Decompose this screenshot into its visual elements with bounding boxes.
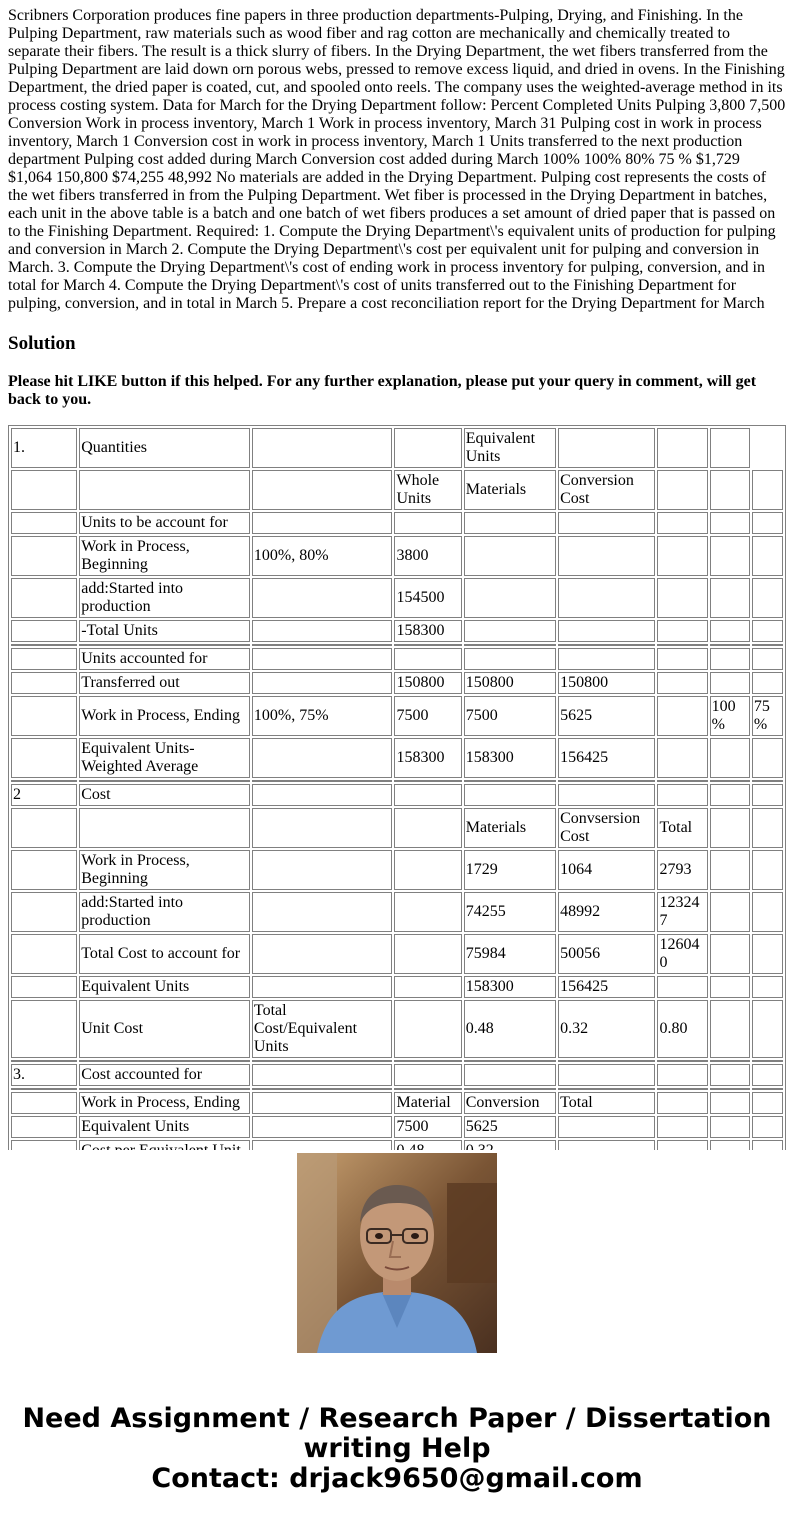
table-cell bbox=[11, 648, 77, 670]
table-cell bbox=[710, 1092, 750, 1114]
like-note: Please hit LIKE button if this helped. For any further explanation, please put your query in comment, will get back to you. bbox=[8, 373, 757, 408]
table-cell bbox=[657, 536, 707, 576]
table-row bbox=[11, 512, 783, 534]
table-cell bbox=[252, 976, 393, 998]
table-row bbox=[11, 892, 783, 932]
table-cell: Equivalent Units bbox=[464, 428, 556, 468]
table-cell bbox=[394, 512, 461, 534]
table-cell: 75984 bbox=[464, 934, 556, 974]
table-cell bbox=[752, 672, 783, 694]
table-cell: 5625 bbox=[558, 696, 655, 736]
author-photo-image bbox=[297, 1153, 497, 1353]
table-cell bbox=[11, 1092, 77, 1114]
table-cell bbox=[752, 1092, 783, 1114]
table-row bbox=[11, 1116, 783, 1138]
table-cell bbox=[710, 536, 750, 576]
table-cell bbox=[710, 512, 750, 534]
table-cell bbox=[657, 620, 707, 642]
table-cell bbox=[657, 784, 707, 806]
table-separator-cell bbox=[657, 1060, 707, 1062]
table-cell bbox=[252, 850, 393, 890]
table-cell: 150800 bbox=[394, 672, 461, 694]
table-cell bbox=[657, 648, 707, 670]
table-cell bbox=[464, 512, 556, 534]
table-cell: 156425 bbox=[558, 738, 655, 778]
table-cell bbox=[710, 934, 750, 974]
solution-heading: Solution bbox=[8, 333, 76, 354]
table-cell bbox=[11, 808, 77, 848]
table-separator-cell bbox=[79, 780, 250, 782]
table-cell bbox=[752, 578, 783, 618]
table-cell: 0.48 bbox=[464, 1000, 556, 1058]
table-cell: Unit Cost bbox=[79, 1000, 250, 1058]
table-cell bbox=[752, 850, 783, 890]
table-cell: 0.80 bbox=[657, 1000, 707, 1058]
table-cell: Conversion bbox=[464, 1092, 556, 1114]
table-row bbox=[11, 620, 783, 642]
table-cell bbox=[657, 738, 707, 778]
table-cell: -Total Units bbox=[79, 620, 250, 642]
table-cell: Conversion Cost bbox=[558, 470, 655, 510]
table-cell: 3. bbox=[11, 1064, 77, 1086]
table-cell: 7500 bbox=[394, 696, 461, 736]
table-cell: Materials bbox=[464, 470, 556, 510]
table-separator-cell bbox=[710, 1088, 750, 1090]
table-cell bbox=[394, 648, 461, 670]
table-separator-cell bbox=[11, 1088, 77, 1090]
table-separator-row bbox=[11, 1060, 783, 1062]
table-row bbox=[11, 696, 783, 736]
table-cell bbox=[710, 808, 750, 848]
table-cell bbox=[710, 892, 750, 932]
table-row bbox=[11, 672, 783, 694]
table-separator-cell bbox=[558, 644, 655, 646]
table-cell bbox=[11, 892, 77, 932]
table-cell: 2 bbox=[11, 784, 77, 806]
table-cell bbox=[394, 976, 461, 998]
table-cell bbox=[252, 1116, 393, 1138]
table-separator-cell bbox=[752, 780, 783, 782]
promo-text bbox=[0, 1404, 794, 1494]
table-cell bbox=[710, 672, 750, 694]
table-cell bbox=[11, 578, 77, 618]
table-cell bbox=[710, 850, 750, 890]
table-separator-cell bbox=[11, 1060, 77, 1062]
table-row bbox=[11, 1064, 783, 1086]
table-cell bbox=[11, 672, 77, 694]
table-cell: 1. bbox=[11, 428, 77, 468]
table-row bbox=[11, 1092, 783, 1114]
table-cell: add:Started into production bbox=[79, 578, 250, 618]
table-cell bbox=[464, 620, 556, 642]
table-cell bbox=[657, 470, 707, 510]
table-cell: 74255 bbox=[464, 892, 556, 932]
author-avatar bbox=[297, 1153, 497, 1353]
table-cell bbox=[710, 784, 750, 806]
table-row bbox=[11, 738, 783, 778]
table-cell bbox=[657, 1092, 707, 1114]
table-separator-cell bbox=[710, 780, 750, 782]
table-cell: 156425 bbox=[558, 976, 655, 998]
table-separator-cell bbox=[252, 780, 393, 782]
table-cell bbox=[558, 648, 655, 670]
table-cell bbox=[558, 536, 655, 576]
table-cell bbox=[752, 808, 783, 848]
table-cell bbox=[464, 578, 556, 618]
table-separator-cell bbox=[394, 1088, 461, 1090]
table-separator-cell bbox=[710, 644, 750, 646]
promo-line-1: Need Assignment / Research Paper / Dissertation bbox=[22, 1403, 772, 1434]
table-separator-cell bbox=[79, 1060, 250, 1062]
table-cell bbox=[752, 738, 783, 778]
table-cell: Units to be account for bbox=[79, 512, 250, 534]
table-cell: Equivalent Units-Weighted Average bbox=[79, 738, 250, 778]
table-cell: 150800 bbox=[558, 672, 655, 694]
table-separator-cell bbox=[11, 644, 77, 646]
table-cell: 154500 bbox=[394, 578, 461, 618]
table-cell bbox=[11, 470, 77, 510]
table-cell: Total Cost/Equivalent Units bbox=[252, 1000, 393, 1058]
table-cell: Work in Process, Beginning bbox=[79, 850, 250, 890]
table-cell bbox=[710, 1116, 750, 1138]
table-cell bbox=[752, 784, 783, 806]
table-cell bbox=[11, 536, 77, 576]
table-cell bbox=[657, 428, 707, 468]
table-cell bbox=[252, 620, 393, 642]
table-separator-cell bbox=[657, 780, 707, 782]
table-cell bbox=[394, 850, 461, 890]
table-cell: Work in Process, Beginning bbox=[79, 536, 250, 576]
table-cell bbox=[394, 428, 461, 468]
table-cell: 123247 bbox=[657, 892, 707, 932]
table-separator-cell bbox=[752, 1088, 783, 1090]
table-cell: Convsersion Cost bbox=[558, 808, 655, 848]
table-cell bbox=[558, 1116, 655, 1138]
table-cell: 50056 bbox=[558, 934, 655, 974]
table-cell: Units accounted for bbox=[79, 648, 250, 670]
table-cell bbox=[752, 620, 783, 642]
table-cell: Total bbox=[558, 1092, 655, 1114]
table-separator-cell bbox=[79, 644, 250, 646]
table-cell: 158300 bbox=[394, 738, 461, 778]
table-row bbox=[11, 976, 783, 998]
promo-line-2: writing Help bbox=[303, 1433, 491, 1464]
table-cell bbox=[710, 1064, 750, 1086]
table-cell bbox=[558, 578, 655, 618]
table-separator-cell bbox=[252, 644, 393, 646]
table-separator-cell bbox=[394, 1060, 461, 1062]
table-cell bbox=[11, 976, 77, 998]
table-cell bbox=[394, 784, 461, 806]
table-separator-cell bbox=[464, 780, 556, 782]
solution-table-container[interactable] bbox=[8, 425, 786, 1135]
table-cell bbox=[558, 784, 655, 806]
table-cell bbox=[464, 536, 556, 576]
table-cell: 158300 bbox=[394, 620, 461, 642]
table-cell bbox=[252, 784, 393, 806]
table-cell bbox=[558, 512, 655, 534]
table-cell bbox=[710, 738, 750, 778]
table-cell bbox=[11, 1000, 77, 1058]
table-cell bbox=[252, 1064, 393, 1086]
table-row bbox=[11, 934, 783, 974]
table-separator-cell bbox=[752, 644, 783, 646]
table-cell: Cost accounted for bbox=[79, 1064, 250, 1086]
table-cell bbox=[558, 1064, 655, 1086]
table-cell bbox=[252, 648, 393, 670]
table-cell: 100%, 80% bbox=[252, 536, 393, 576]
table-cell bbox=[394, 892, 461, 932]
table-cell bbox=[79, 470, 250, 510]
table-row bbox=[11, 808, 783, 848]
table-row bbox=[11, 536, 783, 576]
table-separator-cell bbox=[464, 1060, 556, 1062]
table-cell bbox=[394, 1064, 461, 1086]
table-cell: Equivalent Units bbox=[79, 1116, 250, 1138]
table-cell bbox=[752, 892, 783, 932]
table-cell bbox=[79, 808, 250, 848]
table-cell bbox=[752, 648, 783, 670]
table-cell bbox=[752, 428, 783, 468]
table-cell bbox=[657, 512, 707, 534]
table-cell: 7500 bbox=[394, 1116, 461, 1138]
table-cell bbox=[752, 512, 783, 534]
table-cell bbox=[657, 976, 707, 998]
table-separator-row bbox=[11, 644, 783, 646]
table-separator-cell bbox=[394, 644, 461, 646]
table-separator-cell bbox=[252, 1060, 393, 1062]
table-cell: 100% bbox=[710, 696, 750, 736]
table-cell bbox=[11, 738, 77, 778]
table-separator-cell bbox=[657, 1088, 707, 1090]
table-cell bbox=[252, 512, 393, 534]
table-cell bbox=[252, 892, 393, 932]
table-row bbox=[11, 470, 783, 510]
table-cell bbox=[752, 934, 783, 974]
table-separator-cell bbox=[710, 1060, 750, 1062]
table-cell bbox=[657, 578, 707, 618]
table-separator-cell bbox=[464, 644, 556, 646]
table-separator-cell bbox=[558, 1060, 655, 1062]
table-cell bbox=[252, 470, 393, 510]
table-cell bbox=[710, 1000, 750, 1058]
table-cell bbox=[394, 808, 461, 848]
table-cell bbox=[252, 1092, 393, 1114]
table-separator-cell bbox=[558, 780, 655, 782]
table-cell: 0.32 bbox=[558, 1000, 655, 1058]
table-separator-row bbox=[11, 1088, 783, 1090]
table-cell bbox=[710, 578, 750, 618]
table-cell bbox=[558, 620, 655, 642]
table-cell: 158300 bbox=[464, 738, 556, 778]
table-cell: Total Cost to account for bbox=[79, 934, 250, 974]
table-cell bbox=[394, 934, 461, 974]
table-separator-cell bbox=[252, 1088, 393, 1090]
table-cell bbox=[752, 1116, 783, 1138]
table-cell: Cost bbox=[79, 784, 250, 806]
table-cell: Quantities bbox=[79, 428, 250, 468]
table-cell: Transferred out bbox=[79, 672, 250, 694]
table-cell: 1064 bbox=[558, 850, 655, 890]
table-cell: 150800 bbox=[464, 672, 556, 694]
table-row bbox=[11, 428, 783, 468]
table-cell: 3800 bbox=[394, 536, 461, 576]
solution-table bbox=[8, 425, 786, 1207]
table-cell: 2793 bbox=[657, 850, 707, 890]
table-cell bbox=[11, 934, 77, 974]
table-cell bbox=[464, 648, 556, 670]
table-cell: 48992 bbox=[558, 892, 655, 932]
table-cell bbox=[464, 784, 556, 806]
table-cell: Material bbox=[394, 1092, 461, 1114]
table-cell: add:Started into production bbox=[79, 892, 250, 932]
table-cell: Materials bbox=[464, 808, 556, 848]
table-separator-cell bbox=[394, 780, 461, 782]
table-cell bbox=[752, 1064, 783, 1086]
table-cell bbox=[657, 672, 707, 694]
table-cell bbox=[752, 470, 783, 510]
table-cell bbox=[464, 1064, 556, 1086]
table-cell: Equivalent Units bbox=[79, 976, 250, 998]
table-cell bbox=[252, 672, 393, 694]
table-cell: Whole Units bbox=[394, 470, 461, 510]
table-cell bbox=[657, 1116, 707, 1138]
table-cell bbox=[752, 536, 783, 576]
table-separator-cell bbox=[11, 780, 77, 782]
promo-footer bbox=[0, 1150, 794, 1523]
table-cell bbox=[710, 428, 750, 468]
table-row bbox=[11, 784, 783, 806]
table-cell bbox=[710, 648, 750, 670]
table-separator-cell bbox=[657, 644, 707, 646]
table-cell bbox=[11, 1116, 77, 1138]
table-cell bbox=[252, 578, 393, 618]
table-cell: 100%, 75% bbox=[252, 696, 393, 736]
table-cell bbox=[558, 428, 655, 468]
table-cell: 5625 bbox=[464, 1116, 556, 1138]
table-cell bbox=[11, 696, 77, 736]
table-row bbox=[11, 648, 783, 670]
table-cell bbox=[11, 512, 77, 534]
table-separator-cell bbox=[464, 1088, 556, 1090]
table-cell bbox=[394, 1000, 461, 1058]
table-cell bbox=[252, 934, 393, 974]
table-cell bbox=[752, 976, 783, 998]
table-cell bbox=[710, 470, 750, 510]
solution-table-body bbox=[11, 428, 783, 1204]
table-cell: Work in Process, Ending bbox=[79, 1092, 250, 1114]
question-text: Scribners Corporation produces fine papers in three production departments-Pulping, Drying, and Finishing. In the Pulping Department, raw materials such as wood fiber and rag cotton are mechanically and chemically treated to separate their fibers. The result is a thick slurry of fibers. In the Drying Department, the wet fibers transferred from the Pulping Department are laid down orn porous webs, pressed to remove excess liquid, and dried in ovens. In the Finishing Department, the dried paper is coated, cut, and spooled onto reels. The company uses the weighted-average method in its process costing system. Data for March for the Drying Department follow: Percent Completed Units Pulping 3,800 7,500 Conversion Work in process inventory, March 1 Work in process inventory, March 31 Pulping cost in work in process inventory, March 1 Conversion cost in work in process inventory, March 1 Units transferred to the next production department Pulping cost added during March Conversion cost added during March 100% 100% 80% 75 % $1,729 $1,064 150,800 $74,255 48,992 No materials are added in the Drying Department. Pulping cost represents the costs of the wet fibers transferred in from the Pulping Department. Wet fiber is processed in the Drying Department in batches, each unit in the above table is a batch and one batch of wet fibers produces a set amount of dried paper that is passed on to the Finishing Department. Required: 1. Compute the Drying Department\'s equivalent units of production for pulping and conversion in March 2. Compute the Drying Department\'s cost per equivalent unit for pulping and conversion in March. 3. Compute the Drying Department\'s cost of ending work in process inventory for pulping, conversion, and in total for March 4. Compute the Drying Department\'s cost of units transferred out to the Finishing Department for pulping, conversion, and in total in March 5. Prepare a cost reconciliation report for the Drying Department for March bbox=[8, 7, 786, 312]
promo-line-3[interactable]: Contact: drjack9650@gmail.com bbox=[151, 1463, 643, 1494]
table-cell bbox=[252, 808, 393, 848]
table-row bbox=[11, 1000, 783, 1058]
table-separator-cell bbox=[752, 1060, 783, 1062]
table-cell: 1729 bbox=[464, 850, 556, 890]
table-separator-cell bbox=[558, 1088, 655, 1090]
table-cell bbox=[657, 1064, 707, 1086]
table-cell: 126040 bbox=[657, 934, 707, 974]
table-cell bbox=[252, 428, 393, 468]
table-cell bbox=[252, 738, 393, 778]
table-cell bbox=[11, 850, 77, 890]
table-cell bbox=[710, 620, 750, 642]
table-row bbox=[11, 578, 783, 618]
table-cell bbox=[752, 1000, 783, 1058]
table-cell: Work in Process, Ending bbox=[79, 696, 250, 736]
table-cell: Total bbox=[657, 808, 707, 848]
table-cell bbox=[657, 696, 707, 736]
table-cell: 158300 bbox=[464, 976, 556, 998]
table-cell bbox=[11, 620, 77, 642]
table-cell: 7500 bbox=[464, 696, 556, 736]
table-cell: 75% bbox=[752, 696, 783, 736]
table-separator-cell bbox=[79, 1088, 250, 1090]
table-row bbox=[11, 850, 783, 890]
table-separator-row bbox=[11, 780, 783, 782]
table-cell bbox=[710, 976, 750, 998]
